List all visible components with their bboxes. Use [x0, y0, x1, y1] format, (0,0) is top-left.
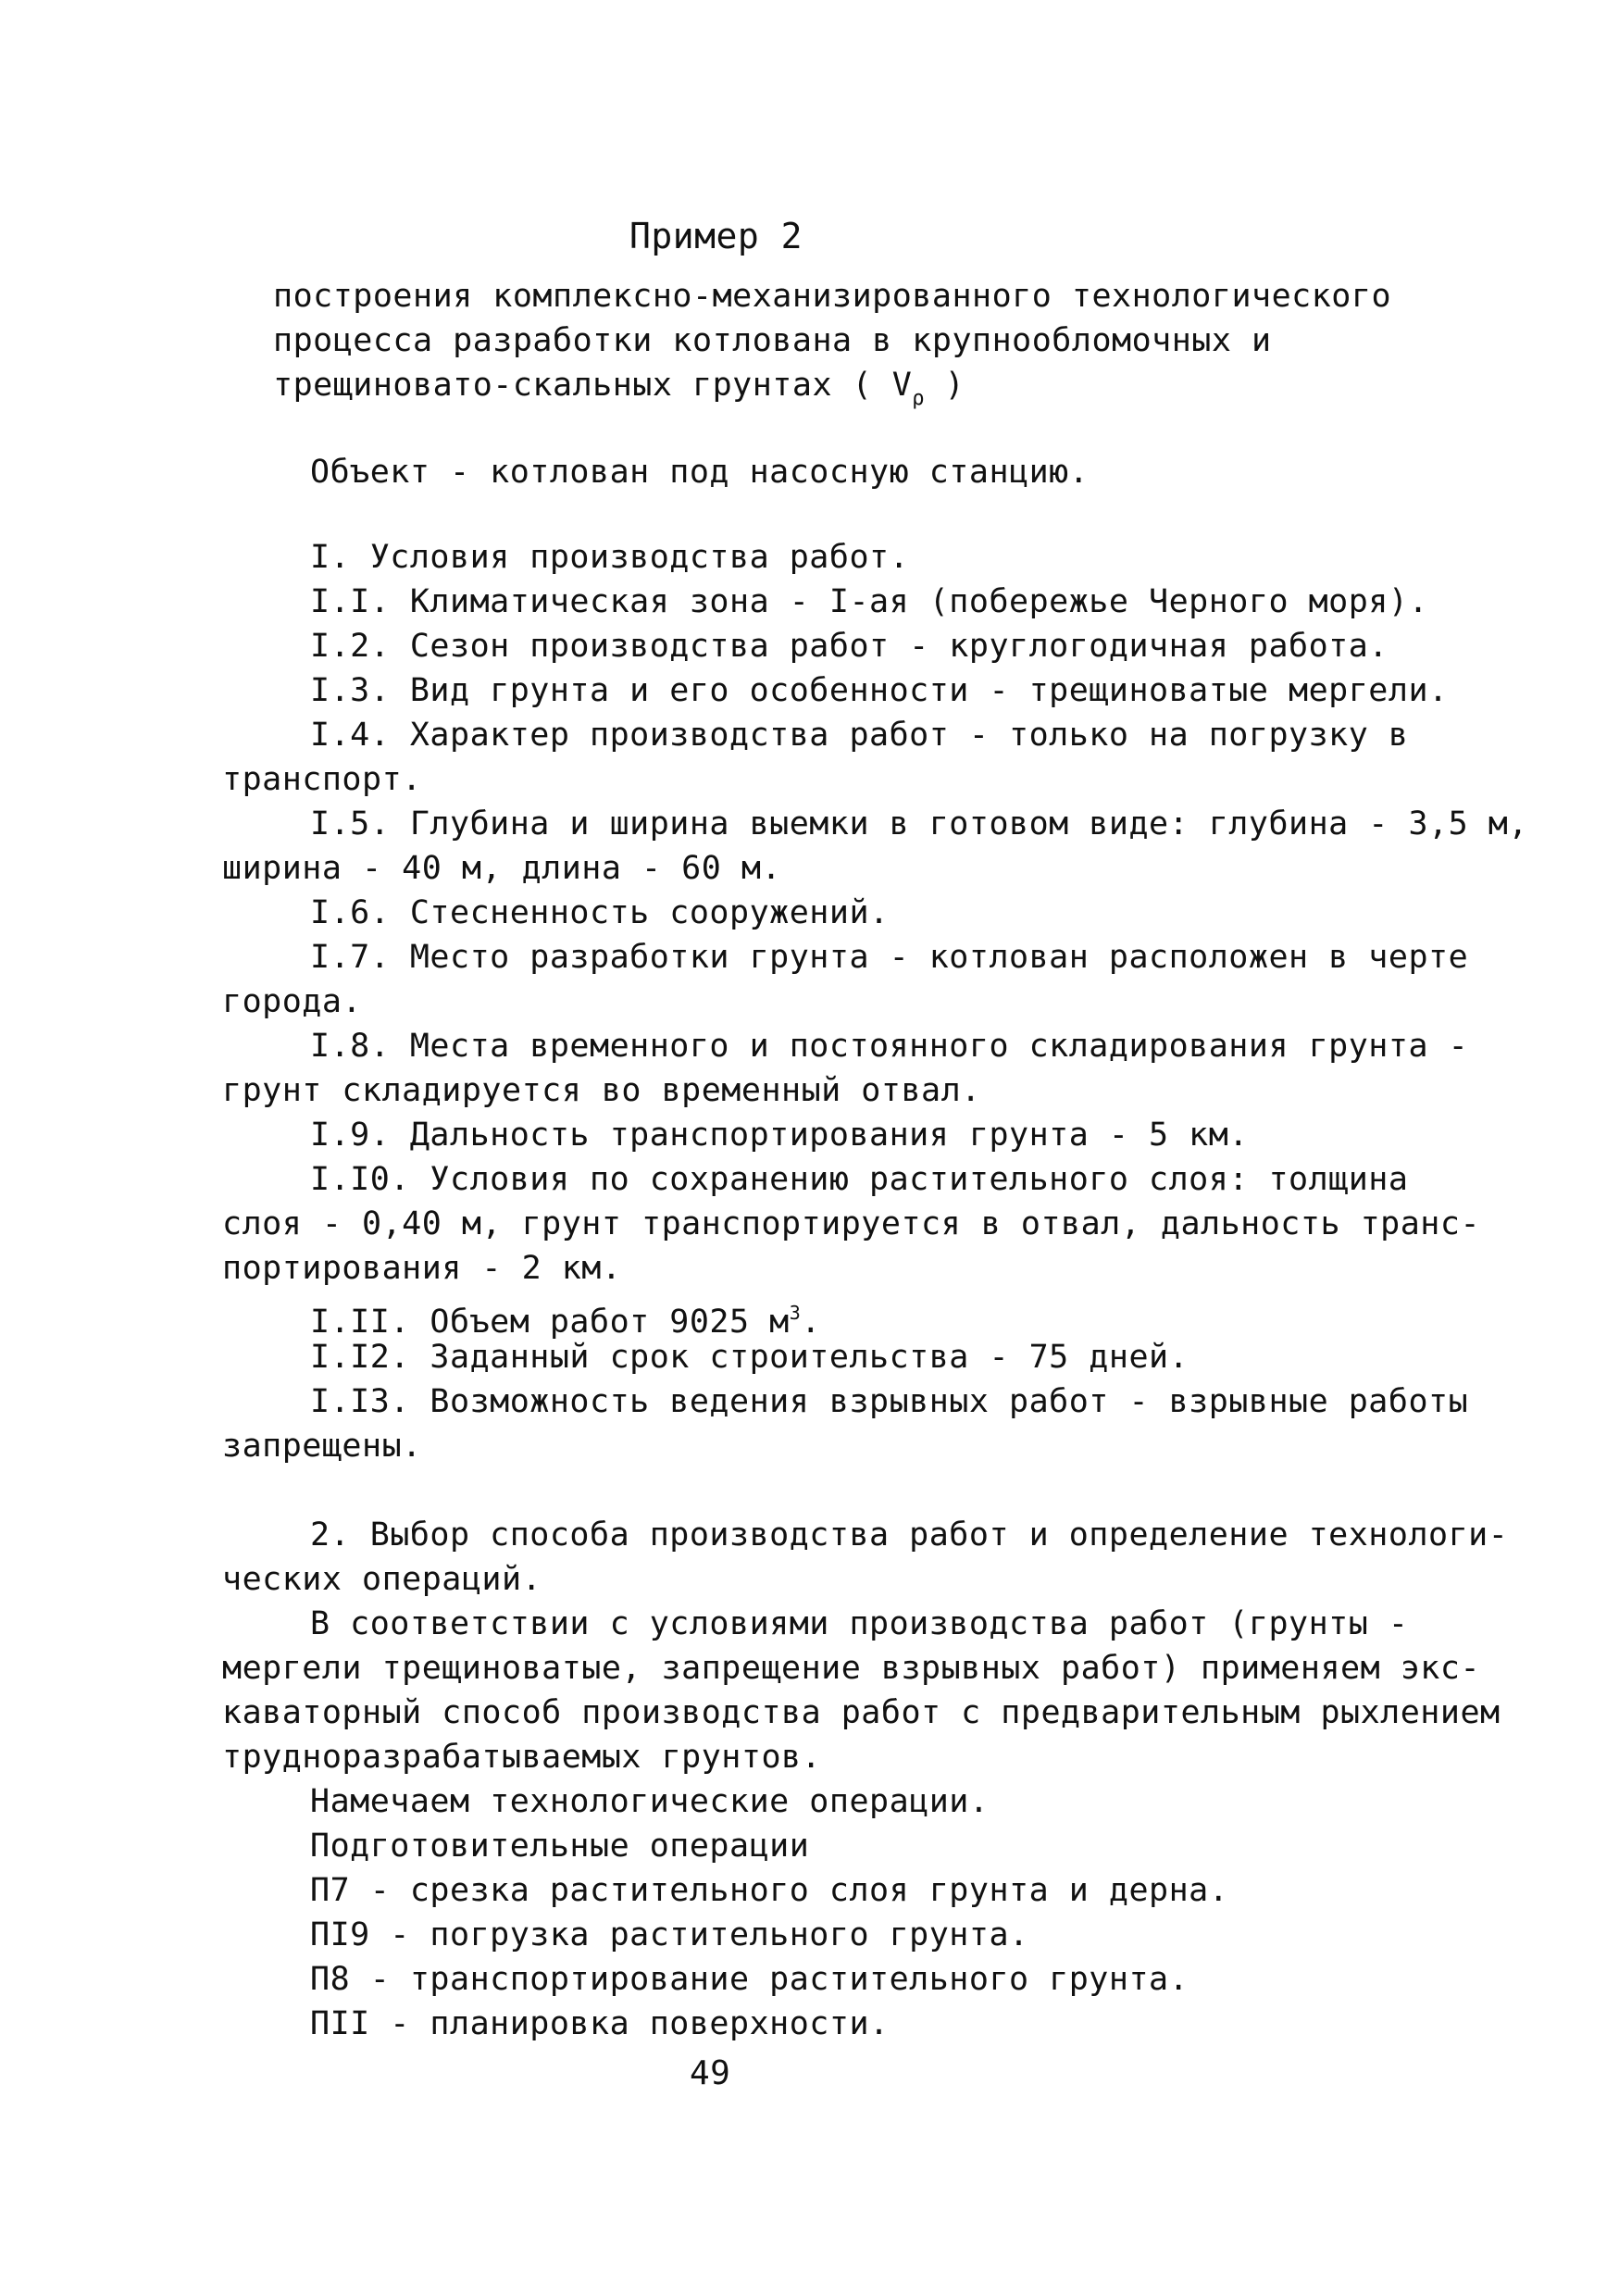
heading-text: трещиновато-скальных грунтах ( V: [273, 367, 913, 404]
operation-p8: П8 - транспортирование растительного грунта.: [310, 1961, 1189, 1998]
heading-line-2: процесса разработки котлована в крупнообломочных и: [273, 322, 1272, 359]
item-1-4-cont: транспорт.: [222, 761, 422, 798]
item-1-12: I.I2. Заданный срок строительства - 75 дней.: [310, 1339, 1189, 1376]
section1-title: I. Условия производства работ.: [310, 539, 910, 576]
item-1-5-cont: ширина - 40 м, длина - 60 м.: [222, 850, 782, 887]
section2-line-1: 2. Выбор способа производства работ и определение технологи-: [310, 1516, 1509, 1554]
operation-p11: ПII - планировка поверхности.: [310, 2005, 890, 2042]
item-1-11-text: I.II. Объем работ 9025 м: [310, 1304, 790, 1341]
section2-line-3: В соответствии с условиями производства работ (грунты -: [310, 1605, 1409, 1642]
heading-line-1: построения комплексно-механизированного технологического: [273, 278, 1392, 315]
item-1-6: I.6. Стесненность сооружений.: [310, 894, 890, 931]
item-1-11: [310, 1294, 821, 1341]
item-1-11-superscript: 3: [789, 1302, 802, 1324]
item-1-5: I.5. Глубина и ширина выемки в готовом виде: глубина - 3,5 м,: [310, 805, 1528, 842]
section2-line-2: ческих операций.: [222, 1561, 542, 1598]
item-1-1: I.I. Климатическая зона - I-ая (побережье Черного моря).: [310, 583, 1429, 620]
item-1-13-cont: запрещены.: [222, 1428, 422, 1465]
section2-line-8: Подготовительные операции: [310, 1828, 810, 1865]
item-1-10-cont-2: портирования - 2 км.: [222, 1250, 622, 1287]
item-1-8-cont: грунт складируется во временный отвал.: [222, 1072, 981, 1109]
section2-line-5: каваторный способ производства работ с предварительным рыхлением: [222, 1694, 1501, 1731]
item-1-9: I.9. Дальность транспортирования грунта - 5 км.: [310, 1117, 1249, 1154]
item-1-13: I.I3. Возможность ведения взрывных работ - взрывные работы: [310, 1383, 1469, 1420]
item-1-7: I.7. Место разработки грунта - котлован расположен в черте: [310, 939, 1469, 976]
item-1-4: I.4. Характер производства работ - только на погрузку в: [310, 717, 1409, 754]
item-1-11-end: .: [801, 1304, 821, 1341]
item-1-10: I.I0. Условия по сохранению растительного слоя: толщина: [310, 1161, 1409, 1198]
item-1-7-cont: города.: [222, 983, 363, 1020]
item-1-10-cont-1: слоя - 0,40 м, грунт транспортируется в отвал, дальность транс-: [222, 1205, 1481, 1242]
section2-line-7: Намечаем технологические операции.: [310, 1783, 990, 1820]
heading-close: ): [925, 367, 965, 404]
operation-p7: П7 - срезка растительного слоя грунта и дерна.: [310, 1872, 1229, 1909]
item-1-3: I.3. Вид грунта и его особенности - трещиноватые мергели.: [310, 672, 1449, 709]
object-line: Объект - котлован под насосную станцию.: [310, 454, 1090, 491]
item-1-2: I.2. Сезон производства работ - круглогодичная работа.: [310, 628, 1389, 665]
heading-subscript: ρ: [912, 387, 926, 410]
heading-line-3: [273, 367, 965, 418]
operation-p19: ПI9 - погрузка растительного грунта.: [310, 1916, 1029, 1953]
page-title: Пример 2: [629, 216, 803, 256]
section2-line-6: трудноразрабатываемых грунтов.: [222, 1739, 822, 1776]
section2-line-4: мергели трещиноватые, запрещение взрывных работ) применяем экс-: [222, 1650, 1481, 1687]
page-number: 49: [690, 2054, 731, 2092]
item-1-8: I.8. Места временного и постоянного складирования грунта -: [310, 1028, 1469, 1065]
